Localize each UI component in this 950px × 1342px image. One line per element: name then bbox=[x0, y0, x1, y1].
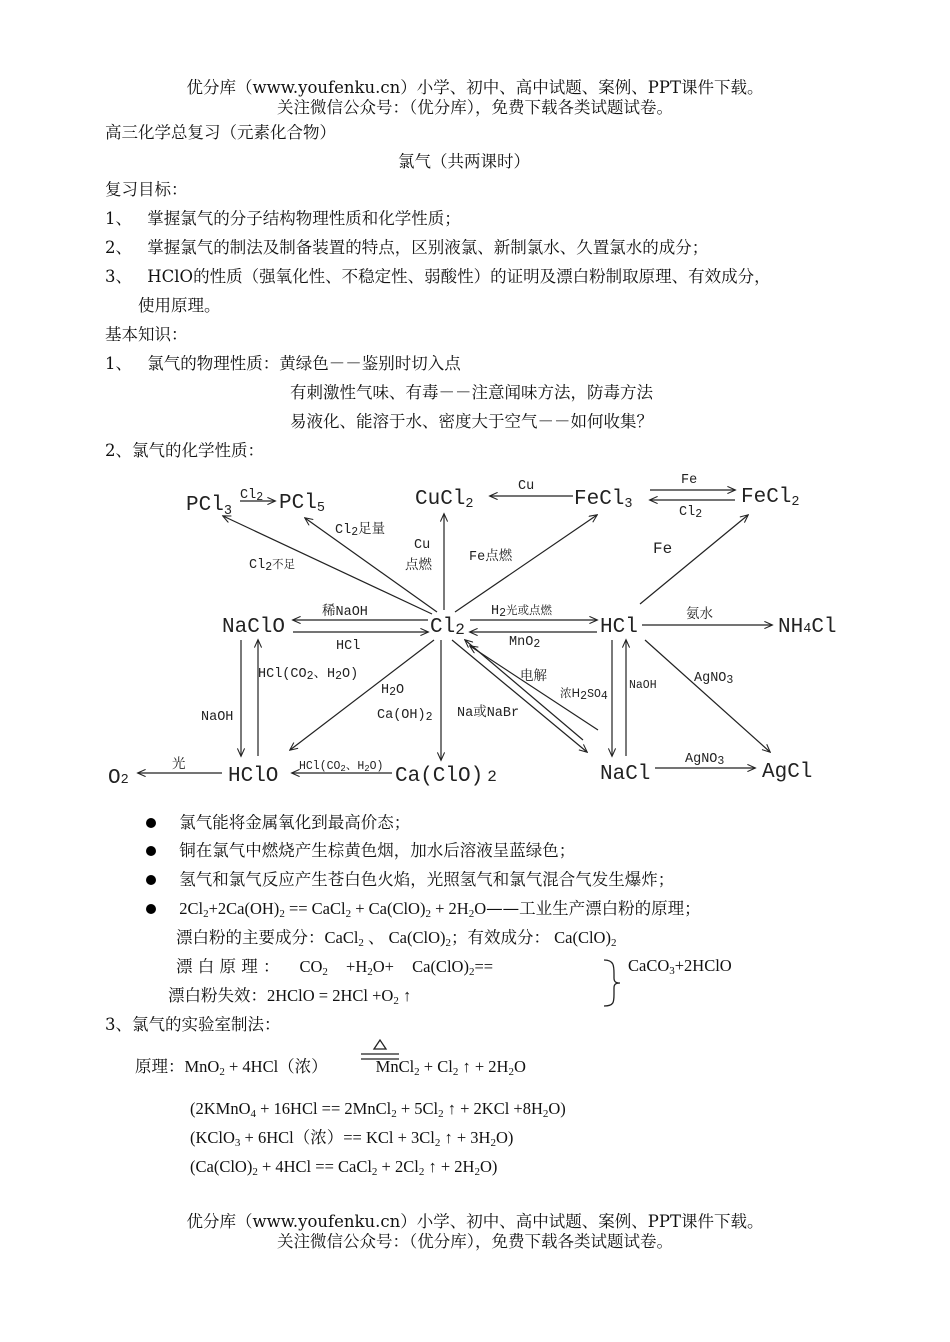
label-na-or-nabr: Na或NaBr bbox=[457, 706, 520, 721]
bullet-item bbox=[146, 869, 674, 891]
footer-line-2: 关注微信公众号：（优分库），免费下载各类试题试卷。 bbox=[277, 1232, 673, 1251]
bullet-item bbox=[146, 840, 575, 862]
section-number: 1、 bbox=[105, 354, 132, 373]
goal-number: 1、 bbox=[105, 209, 132, 228]
node-nh4cl: NH4Cl bbox=[778, 616, 837, 639]
equation-bleach-production: $2Cl_2+2Ca(OH)_2$ == CaCl$_2$ + $Ca(ClO)_2 + 2H_2O$ bbox=[179, 899, 487, 920]
goal-number: 2、 bbox=[105, 238, 132, 257]
label-cu-burn-a: Cu bbox=[414, 538, 431, 553]
goals-heading: 复习目标： bbox=[105, 180, 188, 199]
node-hcl: HCl bbox=[600, 616, 638, 639]
equation-kclo3: (KClO$_3$ + 6HCl（浓）== KCl + $3Cl_2$ ↑ + $3H_2O$) bbox=[190, 1128, 514, 1149]
chemical-heading: 2、氯气的化学性质： bbox=[105, 441, 264, 460]
node-cl2: Cl2 bbox=[430, 616, 465, 639]
label-electrolysis: 电解 bbox=[520, 668, 547, 684]
bullet-text: 氢气和氯气反应产生苍白色火焰，光照氢气和氯气混合气发生爆炸； bbox=[179, 870, 675, 889]
label-h2o: H2O bbox=[381, 683, 405, 699]
node-pcl3: PCl3 bbox=[186, 494, 232, 519]
node-naclo: NaClO bbox=[222, 616, 286, 639]
physical-item: 有刺激性气味、有毒－－注意闻味方法，防毒方法 bbox=[290, 383, 653, 402]
label-agno3-bottom: AgNO3 bbox=[685, 752, 725, 768]
label-agno3-diag: AgNO3 bbox=[694, 671, 734, 687]
label-naoh-left: NaOH bbox=[201, 710, 234, 725]
label-fe: Fe bbox=[653, 540, 673, 558]
label-fe-top: Fe bbox=[681, 473, 698, 488]
bullet-text: 铜在氯气中燃烧产生棕黄色烟，加水后溶液呈蓝绿色； bbox=[179, 841, 576, 860]
arrow-hcl-agcl bbox=[645, 640, 770, 752]
physical-item: 黄绿色－－鉴别时切入点 bbox=[279, 354, 461, 373]
goal-continuation: 使用原理。 bbox=[138, 296, 221, 315]
bullet-dot-icon bbox=[146, 818, 156, 828]
label-naoh-right: NaOH bbox=[629, 679, 657, 692]
lab-principle-equation: 原理：MnO$_2$ + 4HCl（浓） MnCl$_2$ + $Cl_2$ ↑ + $2H_2O$ bbox=[135, 1057, 526, 1078]
page-title: 氯气（共两课时） bbox=[398, 152, 530, 171]
lab-heading: 3、氯气的实验室制法： bbox=[105, 1015, 281, 1034]
label-mno2: MnO2 bbox=[509, 635, 541, 651]
label-cu: Cu bbox=[518, 479, 535, 494]
bullet-text: ——工业生产漂白粉的原理； bbox=[486, 899, 701, 918]
label-cl2-fe: Cl2 bbox=[679, 505, 703, 521]
footer-line-1: 优分库（www.youfenku.cn）小学、初中、高中试题、案例、PPT课件下载。 bbox=[186, 1212, 764, 1231]
bullet-dot-icon bbox=[146, 846, 156, 856]
label-cl2-excess: Cl2足量 bbox=[335, 521, 386, 539]
goal-text: 掌握氯气的制法及制备装置的特点，区别液氯、新制氯水、久置氯水的成分； bbox=[147, 238, 709, 257]
node-o2: O2 bbox=[108, 767, 129, 790]
header-line-2: 关注微信公众号：（优分库），免费下载各类试题试卷。 bbox=[277, 98, 673, 117]
course-title: 高三化学总复习（元素化合物） bbox=[105, 123, 336, 142]
node-hclo: HClO bbox=[228, 765, 279, 788]
label-hcl-co2-h2o-bottom: HCl(CO2、H2O) bbox=[299, 758, 384, 774]
equation-caclo2: ($Ca(ClO)_2 + 4HCl$ == CaCl$_2$ + $2Cl_2$ ↑ + $2H_2O$) bbox=[190, 1157, 498, 1178]
bleach-product: CaCO$_3$+2HClO bbox=[628, 956, 732, 977]
goal-item bbox=[105, 237, 708, 259]
node-caclo2: Ca(ClO) 2 bbox=[395, 765, 497, 788]
node-agcl: AgCl bbox=[762, 761, 813, 784]
bullet-dot-icon bbox=[146, 904, 156, 914]
goal-number: 3、 bbox=[105, 267, 132, 286]
label-dilute-naoh: 稀NaOH bbox=[322, 605, 368, 620]
goal-item bbox=[105, 208, 461, 230]
node-fecl3: FeCl3 bbox=[574, 488, 633, 512]
label-light: 光 bbox=[172, 756, 186, 772]
node-nacl: NaCl bbox=[600, 763, 651, 786]
label-cl2-insufficient: Cl2不足 bbox=[249, 557, 296, 574]
arrow-cl2-hclo bbox=[290, 640, 434, 750]
label-cl2-top: Cl2 bbox=[240, 488, 264, 504]
goal-text: HClO的性质（强氧化性、不稳定性、弱酸性）的证明及漂白粉制取原理、有效成分， bbox=[147, 267, 771, 286]
label-hcl-co2-h2o: HCl(CO2、H2O) bbox=[258, 665, 359, 683]
bullet-text: 氯气能将金属氧化到最高价态； bbox=[179, 813, 411, 832]
node-pcl5: PCl5 bbox=[279, 492, 325, 516]
goal-text: 掌握氯气的分子结构物理性质和化学性质； bbox=[147, 209, 461, 228]
physical-label: 氯气的物理性质： bbox=[147, 354, 280, 373]
reaction-diagram bbox=[0, 460, 950, 800]
node-cucl2: CuCl2 bbox=[415, 488, 474, 512]
physical-item: 易液化、能溶于水、密度大于空气－－如何收集？ bbox=[290, 412, 653, 431]
label-conc-h2so4: 浓H2SO4 bbox=[560, 686, 608, 703]
label-hcl: HCl bbox=[336, 639, 361, 654]
node-fecl2: FeCl2 bbox=[741, 486, 800, 510]
label-h2-cond: H2光或点燃 bbox=[491, 603, 553, 620]
header-line-1: 优分库（www.youfenku.cn）小学、初中、高中试题、案例、PPT课件下载。 bbox=[186, 78, 764, 97]
bleach-principle: 漂 白 原 理 ： $CO_2 +H_2O+ Ca(ClO)_2==$ bbox=[176, 957, 494, 978]
equation-kmno4: (2KMnO$_4$ + 16HCl == 2MnCl$_2$ + $5Cl_2$ ↑ + $2KCl +8H_2O$) bbox=[190, 1099, 566, 1120]
label-caoh2: Ca(OH)2 bbox=[377, 708, 433, 724]
bullet-item bbox=[146, 898, 701, 920]
bullet-dot-icon bbox=[146, 875, 156, 885]
bullet-item bbox=[146, 812, 410, 834]
goal-item bbox=[105, 266, 771, 288]
bleach-failure: 漂白粉失效：2HClO = $2HCl +O_2$ ↑ bbox=[168, 986, 412, 1007]
label-fe-burn: Fe点燃 bbox=[469, 550, 513, 565]
bleach-components: 漂白粉的主要成分：CaCl$_2$ 、 $Ca(ClO)_2$；有效成分： $Ca(ClO)_2$ bbox=[176, 928, 617, 949]
label-ammonia: 氨水 bbox=[686, 606, 713, 622]
label-cu-burn-b: 点燃 bbox=[405, 557, 432, 573]
basic-heading: 基本知识： bbox=[105, 325, 188, 344]
physical-properties bbox=[105, 353, 461, 375]
arrow-hcl-fecl2 bbox=[640, 515, 748, 604]
brace-icon bbox=[598, 958, 626, 1008]
